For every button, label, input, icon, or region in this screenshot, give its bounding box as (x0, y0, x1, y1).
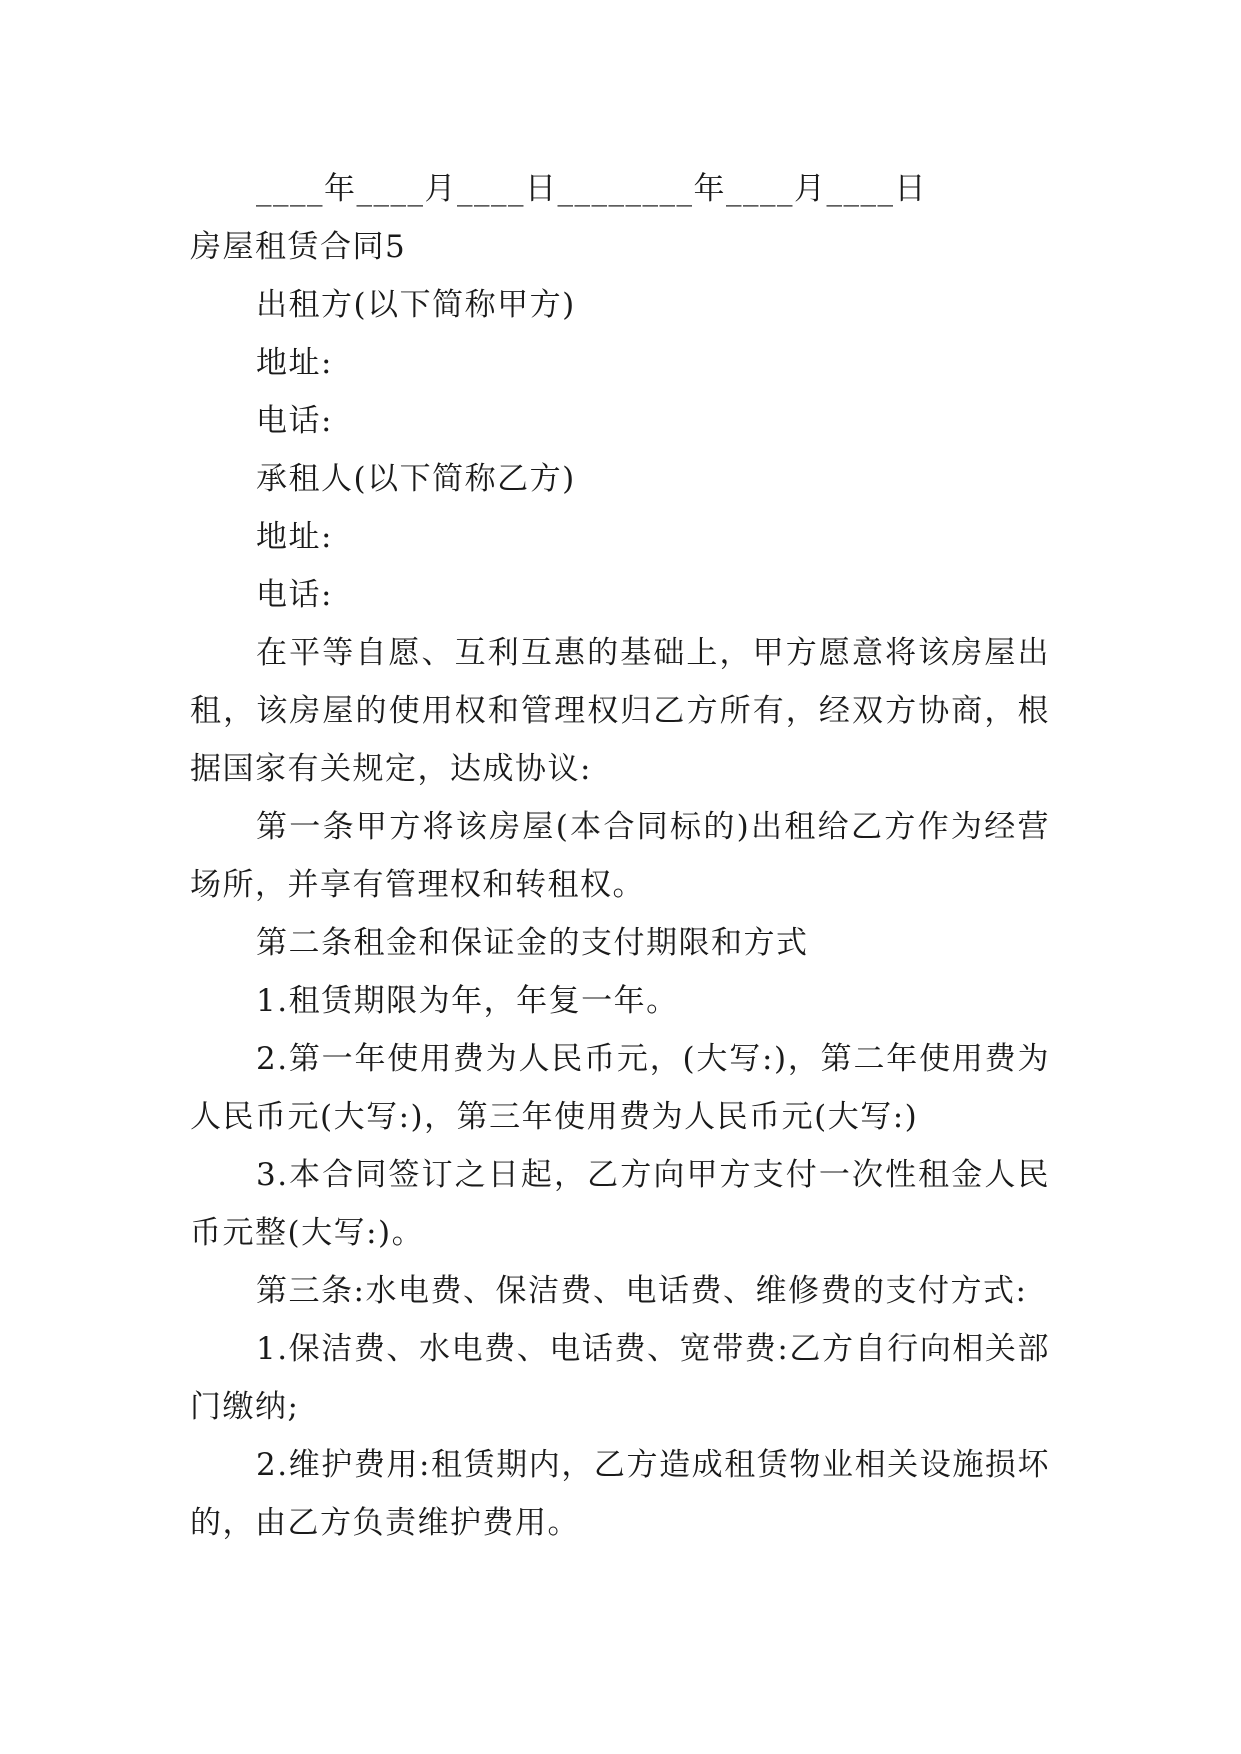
article-3-item-1: 1.保洁费、水电费、电话费、宽带费:乙方自行向相关部门缴纳; (190, 1331, 1050, 1425)
lessor-address: 地址: (256, 345, 333, 381)
article-1-paragraph: 第一条甲方将该房屋(本合同标的)出租给乙方作为经营场所，并享有管理权和转租权。 (190, 809, 1050, 903)
article-2-title: 第二条租金和保证金的支付期限和方式 (256, 925, 809, 961)
lessee-address: 地址: (256, 519, 333, 555)
preamble-paragraph: 在平等自愿、互利互惠的基础上，甲方愿意将该房屋出租，该房屋的使用权和管理权归乙方所有，经双方协商，根据国家有关规定，达成协议: (190, 635, 1050, 787)
article-3-item-2: 2.维护费用:租赁期内，乙方造成租赁物业相关设施损坏的，由乙方负责维护费用。 (190, 1447, 1050, 1541)
lessee-label: 承租人(以下简称乙方) (256, 461, 576, 497)
article-3-title: 第三条:水电费、保洁费、电话费、维修费的支付方式: (256, 1273, 1028, 1309)
contract-title: 房屋租赁合同5 (190, 229, 407, 265)
lessor-label: 出租方(以下简称甲方) (256, 287, 576, 323)
lessee-phone: 电话: (256, 577, 333, 613)
contract-body (190, 160, 1050, 1552)
lessor-phone: 电话: (256, 403, 333, 439)
article-2-item-2: 2.第一年使用费为人民币元，(大写:)，第二年使用费为人民币元(大写:)，第三年使用费为人民币元(大写:) (190, 1041, 1050, 1135)
article-2-item-3: 3.本合同签订之日起，乙方向甲方支付一次性租金人民币元整(大写:)。 (190, 1157, 1050, 1251)
article-2-item-1: 1.租赁期限为年，年复一年。 (256, 983, 679, 1019)
date-line: ____年____月____日________年____月____日 (256, 171, 927, 207)
